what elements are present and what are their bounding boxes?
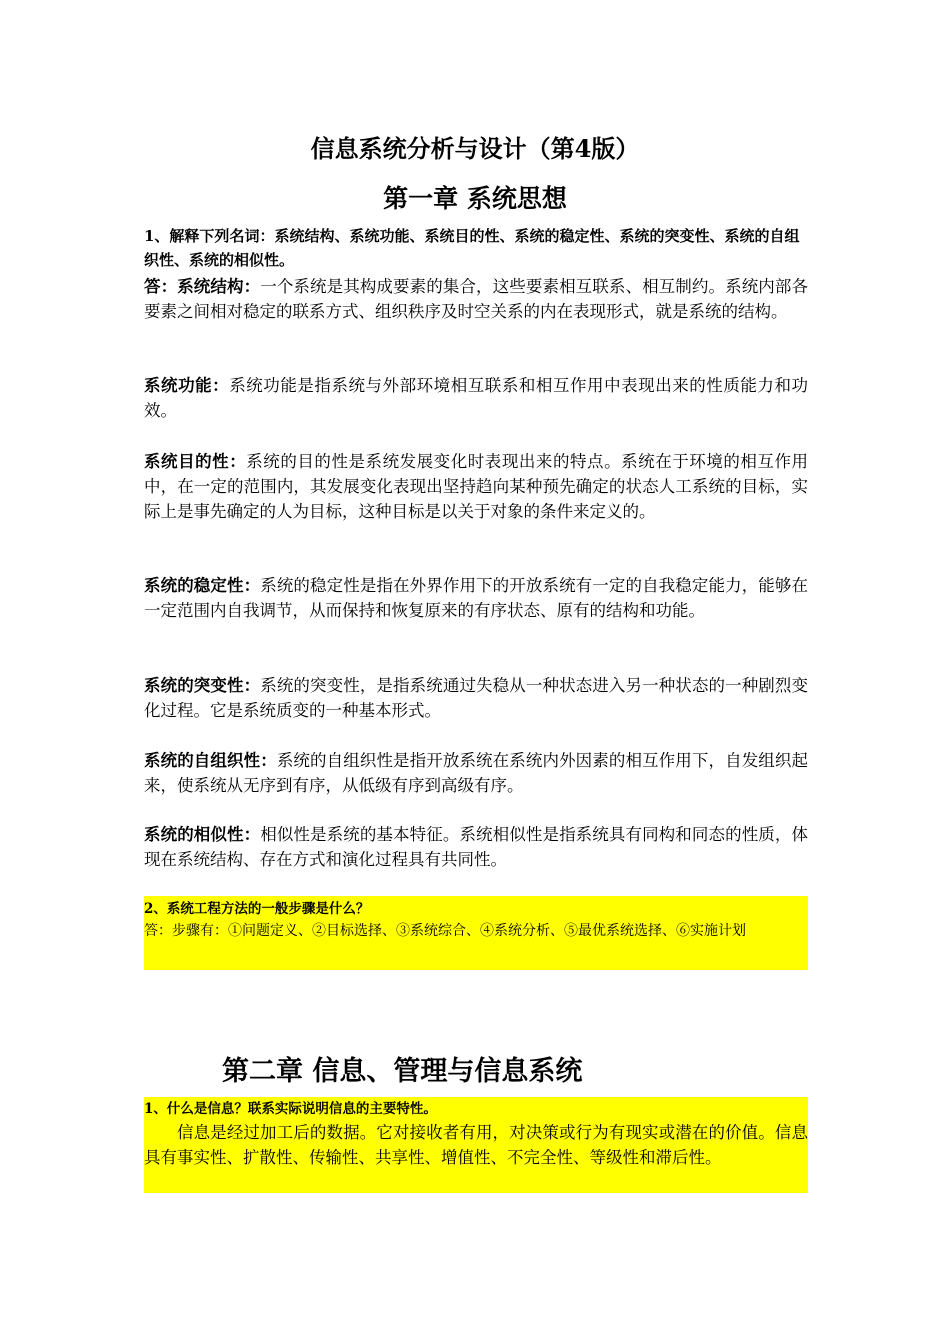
- answer-system-purpose: [144, 449, 808, 524]
- term-text: 系统功能是指系统与外部环境相互联系和相互作用中表现出来的性质能力和功效。: [144, 376, 809, 420]
- answer-system-structure: [144, 274, 808, 324]
- question-2-highlight: [144, 896, 808, 970]
- answer-system-function: [144, 373, 808, 423]
- term-label: 系统目的性：: [144, 452, 247, 471]
- term-label: 系统的突变性：: [144, 676, 261, 695]
- chapter2-question-1: 1、什么是信息？联系实际说明信息的主要特性。: [144, 1101, 437, 1117]
- chapter1-title: 第一章 系统思想: [383, 184, 567, 213]
- answer-system-mutation: [144, 673, 808, 723]
- chapter2-answer-1: 信息是经过加工后的数据。它对接收者有用，对决策或行为有现实或潜在的价值。信息具有事实性、扩散性、传输性、共享性、增值性、不完全性、等级性和滞后性。: [144, 1123, 808, 1167]
- term-text: 系统的自组织性是指开放系统在系统内外因素的相互作用下，自发组织起来，使系统从无序到有序，从低级有序到高级有序。: [144, 751, 809, 795]
- chapter2-title: 第二章 信息、管理与信息系统: [222, 1056, 583, 1087]
- term-label: 系统的稳定性：: [144, 576, 261, 595]
- term-text: 系统的目的性是系统发展变化时表现出来的特点。系统在于环境的相互作用中，在一定的范围内，其发展变化表现出坚持趋向某种预先确定的状态人工系统的目标，实际上是事先确定的人为目标，这种目标是以关于对象的条件来定义的。: [144, 452, 809, 521]
- term-label: 系统功能：: [144, 376, 230, 395]
- term-label: 系统的自组织性：: [144, 751, 277, 770]
- answer-similarity: [144, 822, 808, 872]
- chapter2-question-highlight: [144, 1097, 808, 1193]
- term-text: 系统的突变性，是指系统通过失稳从一种状态进入另一种状态的一种剧烈变化过程。它是系统质变的一种基本形式。: [144, 676, 809, 720]
- term-label: 答：系统结构：: [144, 277, 261, 296]
- document-title: 信息系统分析与设计（第4版）: [310, 134, 640, 163]
- answer-2: 答：步骤有：①问题定义、②目标选择、③系统综合、④系统分析、⑤最优系统选择、⑥实施计划: [144, 923, 746, 939]
- term-text: 系统的稳定性是指在外界作用下的开放系统有一定的自我稳定能力，能够在一定范围内自我调节，从而保持和恢复原来的有序状态、原有的结构和功能。: [144, 576, 809, 620]
- term-label: 系统的相似性：: [144, 825, 261, 844]
- answer-self-organization: [144, 748, 808, 798]
- term-text: 相似性是系统的基本特征。系统相似性是指系统具有同构和同态的性质，体现在系统结构、存在方式和演化过程具有共同性。: [144, 825, 809, 869]
- question-2: 2、系统工程方法的一般步骤是什么？: [144, 901, 370, 917]
- question-1: 1、解释下列名词：系统结构、系统功能、系统目的性、系统的稳定性、系统的突变性、系统的自组织性、系统的相似性。: [144, 227, 800, 269]
- term-text: 一个系统是其构成要素的集合，这些要素相互联系、相互制约。系统内部各要素之间相对稳定的联系方式、组织秩序及时空关系的内在表现形式，就是系统的结构。: [144, 277, 809, 321]
- answer-system-stability: [144, 573, 808, 623]
